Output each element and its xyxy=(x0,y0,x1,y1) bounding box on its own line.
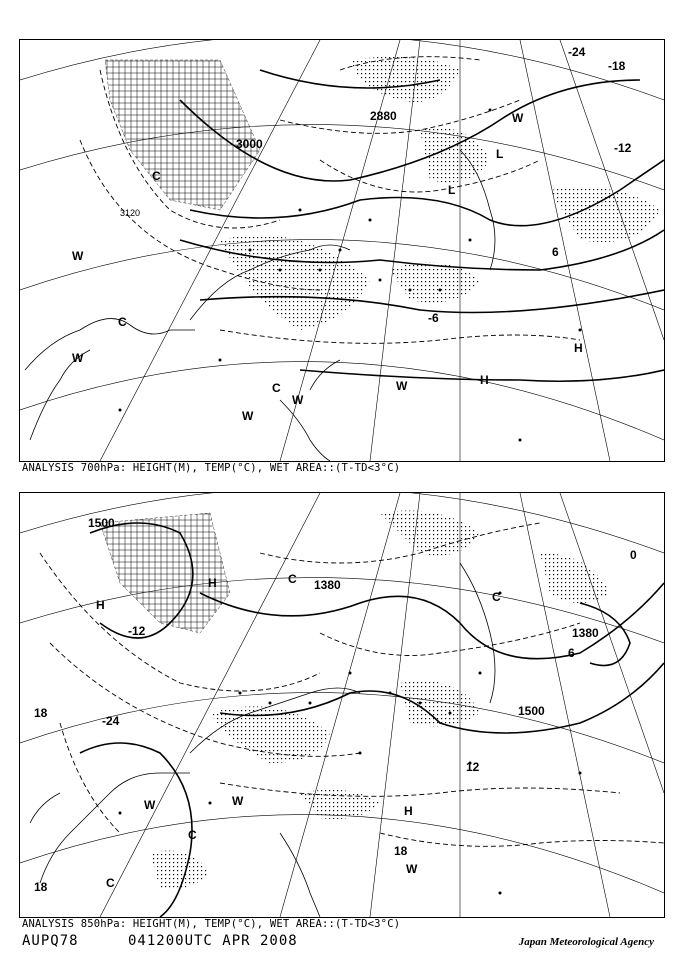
warm-center-marker: W xyxy=(396,379,408,393)
contour-label: -12 xyxy=(614,141,632,155)
contour-label: -24 xyxy=(568,45,586,59)
cold-center-marker: C xyxy=(272,381,281,395)
contour-label: 2880 xyxy=(370,109,397,123)
warm-center-marker: W xyxy=(406,862,418,876)
contour-label: -12 xyxy=(128,624,146,638)
warm-center-marker: W xyxy=(144,798,156,812)
map-panel-700hpa xyxy=(19,39,665,462)
cold-center-marker: C xyxy=(288,572,297,586)
cold-center-marker: C xyxy=(106,876,115,890)
high-center-marker: H xyxy=(208,576,217,590)
cold-center-marker: C xyxy=(188,828,197,842)
valid-time: 041200UTC APR 2008 xyxy=(128,933,298,949)
warm-center-marker: W xyxy=(72,351,84,365)
high-center-marker: H xyxy=(480,373,489,387)
low-center-marker: L xyxy=(448,183,456,197)
high-center-marker: H xyxy=(404,804,413,818)
contour-label: 18 xyxy=(34,706,48,720)
high-center-marker: H xyxy=(574,341,583,355)
panel-caption-850hpa: ANALYSIS 850hPa: HEIGHT(M), TEMP(°C), WET AREA::(T-TD<3°C) xyxy=(22,918,401,930)
contour-label: 0 xyxy=(630,548,637,562)
contour-label: -18 xyxy=(608,59,626,73)
contour-label: 3000 xyxy=(236,137,263,151)
contour-label: 1380 xyxy=(314,578,341,592)
cold-center-marker: C xyxy=(152,169,161,183)
contour-label: 1380 xyxy=(572,626,599,640)
contour-label: 18 xyxy=(394,844,408,858)
hatched-area xyxy=(100,513,230,633)
contour-label: 18 xyxy=(34,880,48,894)
station-plots xyxy=(119,592,582,895)
coastlines xyxy=(25,150,495,461)
panel-caption-700hpa: ANALYSIS 700hPa: HEIGHT(M), TEMP(°C), WET AREA::(T-TD<3°C) xyxy=(22,462,401,474)
chart-id: AUPQ78 xyxy=(22,933,79,949)
warm-center-marker: W xyxy=(292,393,304,407)
contour-label: 1500 xyxy=(518,704,545,718)
cold-center-marker: C xyxy=(492,590,501,604)
contour-label: -24 xyxy=(102,714,120,728)
contour-label: 1500 xyxy=(88,516,115,530)
map-panel-850hpa xyxy=(19,492,665,918)
contour-label: 12 xyxy=(466,760,480,774)
contour-label: 3120 xyxy=(120,208,141,218)
low-center-marker: L xyxy=(496,147,504,161)
contour-label: -6 xyxy=(428,311,439,325)
contour-label: 6 xyxy=(568,646,575,660)
cold-center-marker: C xyxy=(118,315,127,329)
contour-label: 6 xyxy=(552,245,559,259)
warm-center-marker: W xyxy=(512,111,524,125)
high-center-marker: H xyxy=(96,598,105,612)
warm-center-marker: W xyxy=(232,794,244,808)
agency-credit: Japan Meteorological Agency xyxy=(518,936,654,948)
weather-map-850hpa xyxy=(20,493,664,917)
warm-center-marker: W xyxy=(242,409,254,423)
warm-center-marker: W xyxy=(72,249,84,263)
hatched-area xyxy=(105,60,260,210)
weather-map-700hpa xyxy=(20,40,664,461)
